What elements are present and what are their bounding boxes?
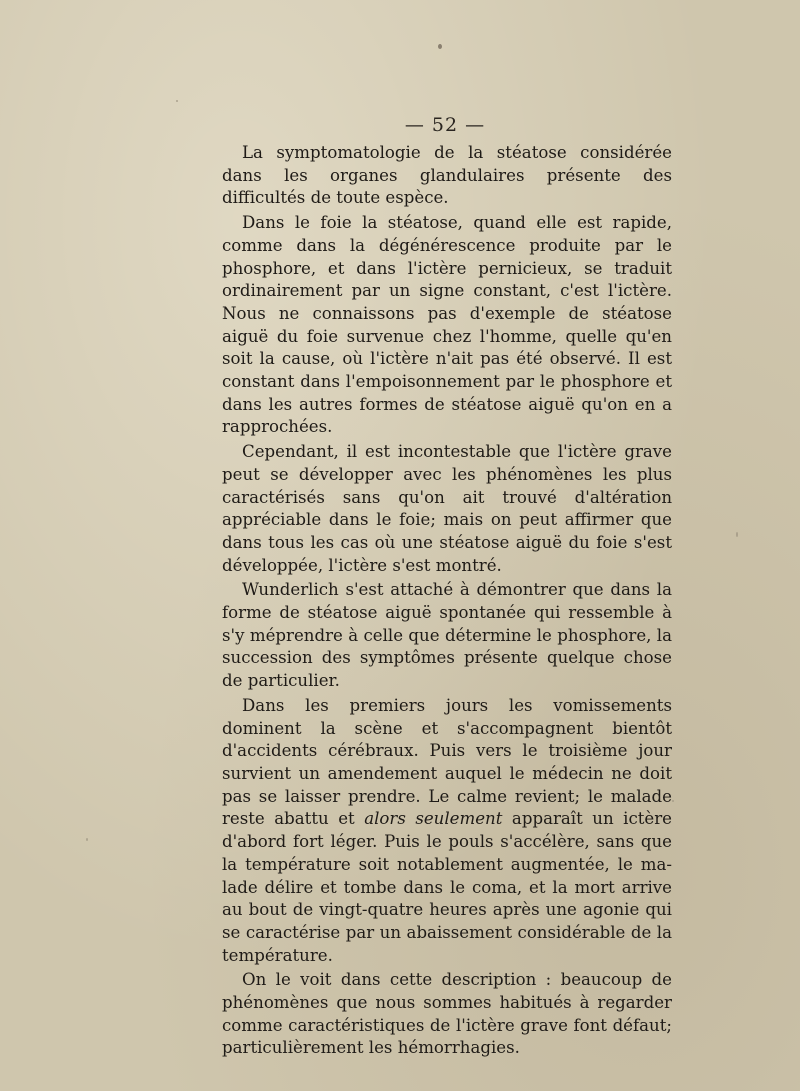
paragraph: Dans le foie la stéatose, quand elle est rapide, comme dans la dégénérescence produite par le phosphore, et dans l'ictère pernicieux, se traduit ordinairement par un signe constant, c'est l'ictère. Nous ne connaissons pas d'exemple de stéatose aiguë du foie survenue chez l'homme, quelle qu'en soit la cause, où l'ictère n'ait pas été observé. Il est constant dans l'empoisonnement par le phosphore et dans les autres formes de stéatose aiguë qu'on en a rapprochées. [222,213,672,437]
paragraph: La symptomatologie de la stéatose considérée dans les organes glandulaires présente des difficultés de toute espèce. [222,143,672,208]
paper-speck [438,44,442,49]
paper-speck [86,838,88,841]
paper-speck [672,800,674,802]
paragraph-text: Dans les premiers jours les vomissements dominent la scène et s'accompagnent bientôt d'accidents cérébraux. Puis vers le troisième jour survient un amendement auquel le médecin ne doit pas se laisser prendre. Le calme revient; le malade reste abattu et [222,695,672,829]
paragraph [222,695,672,967]
paragraph-text: apparaît un ictère d'abord fort léger. Puis le pouls s'accélère, sans que la température soit notablement augmentée, le malade délire et tombe dans le coma, et la mort arrive au bout de vingt-quatre heures après une agonie qui se caractérise par un abaissement considérable de la température. [222,809,672,965]
body-text [222,142,672,1060]
paper-speck [736,532,738,537]
paragraph: Wunderlich s'est attaché à démontrer que dans la forme de stéatose aiguë spontanée qui ressemble à s'y méprendre à celle que détermine le phosphore, la succession des symptômes présente quelque chose de particulier. [222,580,672,691]
paragraph: On le voit dans cette description : beaucoup de phénomènes que nous sommes habitués à regarder comme caractéristiques de l'ictère grave font défaut; particulièrement les hémorrhagies. [222,970,672,1058]
paper-speck [176,100,178,102]
paragraph: Cependant, il est incontestable que l'ictère grave peut se développer avec les phénomènes les plus caractérisés sans qu'on ait trouvé d'altération appréciable dans le foie; mais on peut affirmer que dans tous les cas où une stéatose aiguë du foie s'est développée, l'ictère s'est montré. [222,442,672,575]
page-number: — 52 — [404,114,486,136]
italic-phrase: alors seulement [364,809,503,829]
